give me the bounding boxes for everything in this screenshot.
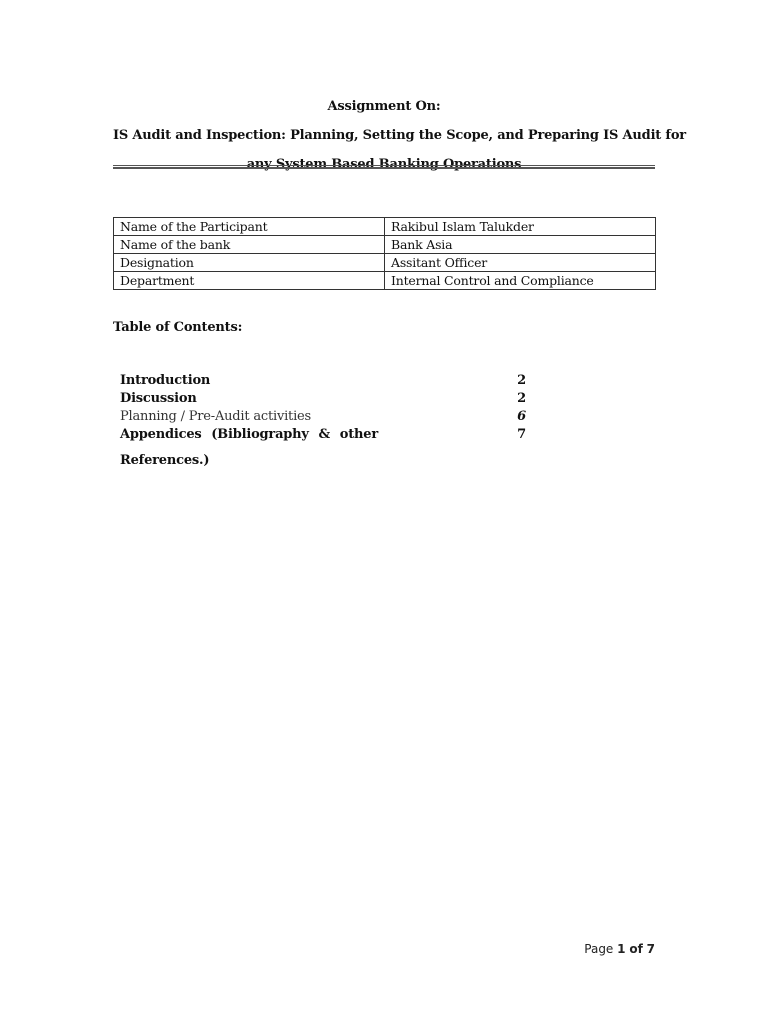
toc-entry-label: Discussion bbox=[120, 391, 197, 406]
table-row bbox=[114, 236, 656, 254]
title-line-1: Assignment On: bbox=[327, 99, 441, 114]
toc-entry-continuation: References.) bbox=[120, 453, 210, 468]
table-row bbox=[114, 218, 656, 236]
table-row bbox=[114, 254, 656, 272]
toc-entry-label: Planning / Pre-Audit activities bbox=[120, 409, 312, 424]
table-cell-label: Name of the Participant bbox=[114, 218, 385, 236]
toc-word: & bbox=[318, 427, 331, 442]
title-line-2: IS Audit and Inspection: Planning, Setting the Scope, and Preparing IS Audit for bbox=[113, 128, 686, 143]
toc-word: (Bibliography bbox=[211, 427, 309, 442]
toc-entry-label: Introduction bbox=[120, 373, 211, 388]
toc-entry-label bbox=[120, 426, 378, 444]
toc-entry-introduction bbox=[120, 372, 530, 390]
table-cell-label: Name of the bank bbox=[114, 236, 385, 254]
participant-info-table bbox=[113, 217, 656, 290]
table-cell-label: Designation bbox=[114, 254, 385, 272]
toc-entry-planning bbox=[120, 408, 530, 426]
of-word: of bbox=[629, 942, 643, 956]
title-line-3: any System Based Banking Operations bbox=[246, 157, 522, 172]
toc-word: Appendices bbox=[120, 427, 202, 442]
toc-entry-page: 2 bbox=[517, 373, 526, 388]
table-cell-value: Bank Asia bbox=[385, 236, 656, 254]
table-of-contents bbox=[120, 372, 530, 468]
table-cell-value: Internal Control and Compliance bbox=[385, 272, 656, 290]
toc-entry-appendices bbox=[120, 426, 530, 444]
page-number-footer bbox=[584, 942, 655, 956]
toc-word: other bbox=[339, 427, 378, 442]
page-word: Page bbox=[584, 942, 614, 956]
current-page: 1 bbox=[617, 942, 626, 956]
table-cell-value: Rakibul Islam Talukder bbox=[385, 218, 656, 236]
toc-entry-page: 7 bbox=[517, 427, 526, 442]
table-row bbox=[114, 272, 656, 290]
table-cell-label: Department bbox=[114, 272, 385, 290]
table-cell-value: Assitant Officer bbox=[385, 254, 656, 272]
total-pages: 7 bbox=[646, 942, 655, 956]
toc-entry-page: 2 bbox=[517, 391, 526, 406]
toc-heading: Table of Contents: bbox=[113, 320, 243, 335]
toc-entry-page: 6 bbox=[517, 409, 526, 424]
title-double-rule bbox=[113, 165, 655, 169]
toc-entry-discussion bbox=[120, 390, 530, 408]
